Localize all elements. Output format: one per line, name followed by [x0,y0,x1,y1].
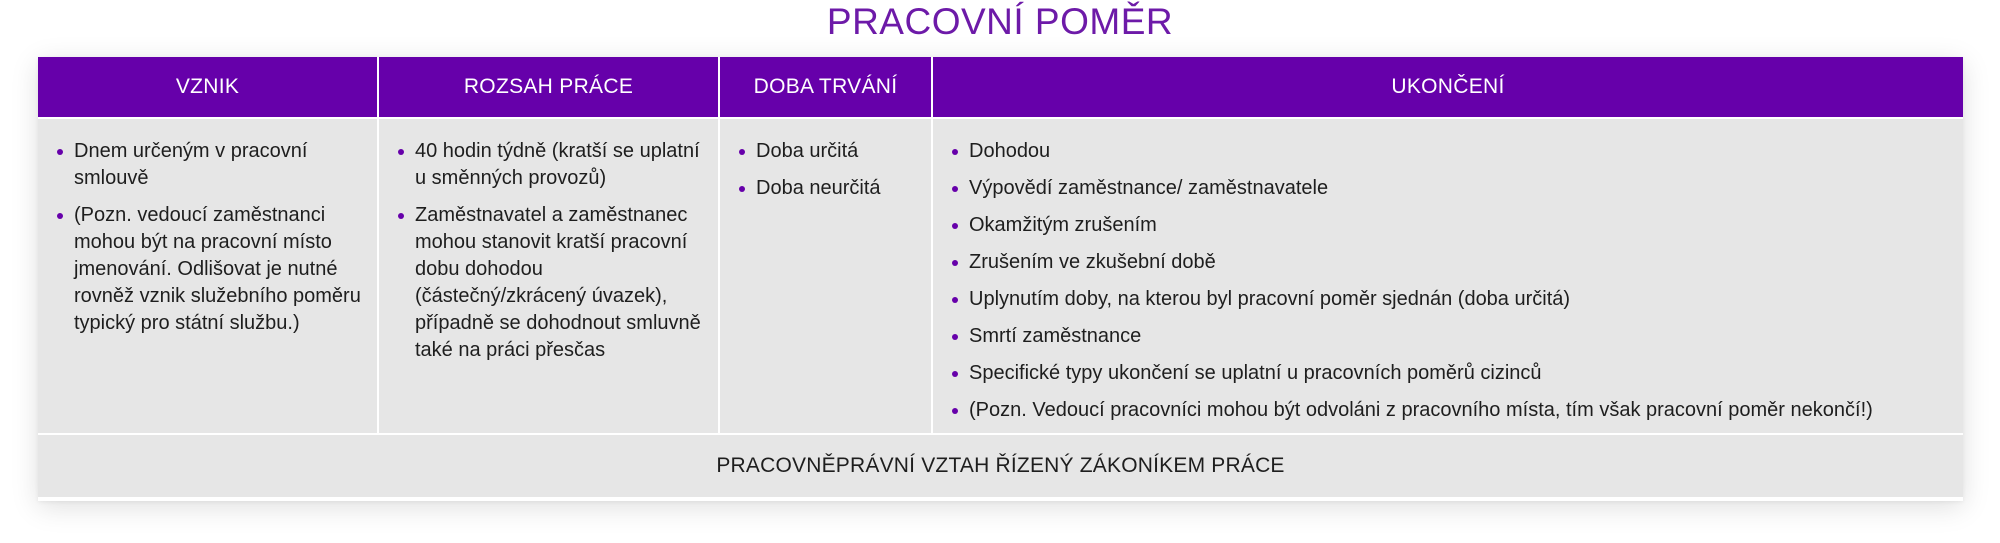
bullet-icon [739,149,745,155]
bullet-icon [952,260,958,266]
page-title: PRACOVNÍ POMĚR [826,1,1174,42]
list-item: Zrušením ve zkušební době [951,249,1949,276]
list-item: Specifické typy ukončení se uplatní u pracovních poměrů cizinců [951,360,1949,387]
list-doba-trvani [738,138,917,202]
cell-vznik [38,119,377,433]
bullet-icon [952,149,958,155]
list-item: 40 hodin týdně (kratší se uplatní u směnných provozů) [397,138,704,192]
list-vznik [56,138,363,337]
bullet-icon [398,149,404,155]
list-item: Doba neurčitá [738,175,917,202]
header-doba-trvani: DOBA TRVÁNÍ [720,57,931,117]
cell-ukonceni [933,119,1963,433]
bullet-icon [739,186,745,192]
bullet-icon [57,149,63,155]
list-item: Zaměstnavatel a zaměstnanec mohou stanovit kratší pracovní dobu dohodou (částečný/zkrácený úvazek), případně se dohodnout smluvně také na práci přesčas [397,202,704,364]
bullet-icon [952,223,958,229]
list-item: Dohodou [951,138,1949,165]
list-item: Doba určitá [738,138,917,165]
bullet-icon [952,334,958,340]
cell-doba-trvani [720,119,931,433]
list-item: Dnem určeným v pracovní smlouvě [56,138,363,192]
bullet-icon [952,186,958,192]
list-item: Smrtí zaměstnance [951,323,1949,350]
header-vznik: VZNIK [38,57,377,117]
cell-rozsah-prace [379,119,718,433]
header-rozsah-prace: ROZSAH PRÁCE [379,57,718,117]
footer-note: PRACOVNĚPRÁVNÍ VZTAH ŘÍZENÝ ZÁKONÍKEM PRÁCE [38,435,1963,497]
table-header-row [38,57,1963,117]
list-item: Výpovědí zaměstnance/ zaměstnavatele [951,175,1949,202]
bullet-icon [57,213,63,219]
list-rozsah-prace [397,138,704,364]
bullet-icon [952,297,958,303]
bullet-icon [952,408,958,414]
list-ukonceni [951,138,1949,424]
header-ukonceni: UKONČENÍ [933,57,1963,117]
bullet-icon [398,213,404,219]
list-item: (Pozn. vedoucí zaměstnanci mohou být na pracovní místo jmenování. Odlišovat je nutné rovněž vznik služebního poměru typický pro státní službu.) [56,202,363,337]
employment-table [38,57,1963,501]
list-item: Uplynutím doby, na kterou byl pracovní poměr sjednán (doba určitá) [951,286,1949,313]
list-item: Okamžitým zrušením [951,212,1949,239]
list-item: (Pozn. Vedoucí pracovníci mohou být odvoláni z pracovního místa, tím však pracovní poměr nekončí!) [951,397,1949,424]
bullet-icon [952,371,958,377]
